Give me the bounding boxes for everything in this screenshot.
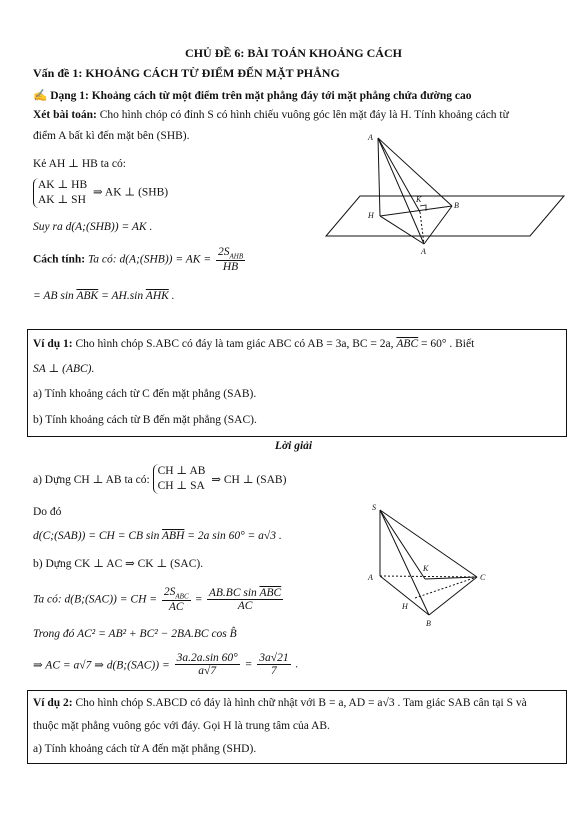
solution-a-sys-2: CH ⊥ SA <box>157 480 205 492</box>
fig1-label-h: H <box>368 211 374 220</box>
example-2-part-a: a) Tính khoảng cách từ A đến mặt phẳng (SHD). <box>33 743 257 755</box>
fig2-label-s: S <box>372 503 376 512</box>
final-end: . <box>295 658 299 671</box>
page-title: CHỦ ĐỀ 6: BÀI TOÁN KHOẢNG CÁCH <box>185 46 402 60</box>
system-result: ⇒ AK ⊥ (SHB) <box>93 186 169 199</box>
solution-a-angle: $\overline{ABH}$ <box>162 530 185 542</box>
solution-a-sys-1: CH ⊥ AB <box>157 465 206 477</box>
solution-a-eq-2: = 2a sin 60° = a√3 . <box>184 530 282 542</box>
form-heading-text: Dạng 1: Khoảng cách từ một điểm trên mặt phẳng đáy tới mặt phẳng chứa đường cao <box>50 90 472 102</box>
example-2-text-1: Cho hình chóp S.ABCD có đáy là hình chữ nhật với B = a, AD = a√3 . Tam giác SAB cân tại S và <box>72 697 527 709</box>
example-1-angle: $\overline{ABC}$ <box>396 338 419 350</box>
angle-ahk: $\overline{AHK}$ <box>145 290 169 302</box>
final-lhs: ⇒ AC = a√7 ⇒ d(B;(SAC)) = <box>33 659 170 672</box>
solution-heading: Lời giải <box>274 440 313 452</box>
example-1-part-a: a) Tính khoảng cách từ C đến mặt phẳng (SAB). <box>33 388 257 400</box>
fig2-label-h: H <box>402 602 408 611</box>
system-line-1: AK ⊥ HB <box>38 179 88 191</box>
fig1-label-k: K <box>416 195 422 204</box>
solution-b-formula: Ta có: d(B;(SAC)) = CH = $\frac{2S_{ABC}}{AC}$ = $\frac{AB.BC \sin \overline{ABC}}{AC}$ <box>33 586 282 614</box>
cach-tinh-lhs: Ta có: d(A;(SHB)) = AK = <box>87 253 212 266</box>
solution-a-eq-1: d(C;(SAB)) = CH = CB sin <box>33 530 163 542</box>
solution-a-line <box>33 464 286 494</box>
solution-b-intro: b) Dựng CK ⊥ AC ⇒ CK ⊥ (SAC). <box>33 558 204 570</box>
suy-ra-line: Suy ra d(A;(SHB)) = AK . <box>33 221 153 233</box>
trong-do-line: Trong đó AC² = AB² + BC² − 2BA.BC cos B̂ <box>33 628 237 640</box>
final-frac1-den: a√7 <box>198 665 217 677</box>
do-do-line: Do đó <box>33 506 62 518</box>
construction-text: Kẻ AH ⊥ HB ta có: <box>33 158 126 170</box>
example-2-line-1 <box>33 697 527 709</box>
solution-b-fraction-2 <box>207 587 283 612</box>
solution-a-result: ⇒ CH ⊥ (SAB) <box>211 474 287 486</box>
formula-part-c: . <box>168 290 175 302</box>
problem-label: Xét bài toán: <box>33 109 97 121</box>
b-frac1-num: 2S <box>163 586 176 598</box>
final-frac1-num: 3a.2a.sin 60° <box>176 652 238 664</box>
fig2-label-a: A <box>368 573 373 582</box>
example-1-line-1 <box>33 338 474 350</box>
formula-line <box>33 290 175 302</box>
fig1-label-b: B <box>454 201 459 210</box>
formula-part-b: = AH.sin <box>98 290 146 302</box>
solution-a-equation <box>33 530 282 542</box>
final-frac2-num: 3a√21 <box>259 652 289 664</box>
fig1-label-a-top: A <box>368 133 373 142</box>
example-1-text: Cho hình chóp S.ABC có đáy là tam giác ABC có AB = 3a, BC = 2a, <box>72 338 397 350</box>
final-line: ⇒ AC = a√7 ⇒ d(B;(SAC)) = $\frac{3a.2a.\sin 60^\circ}{a√7}$ = $\frac{3a√21}{7}$ . <box>33 652 299 677</box>
angle-abk: $\overline{ABK}$ <box>76 290 99 302</box>
pyramid-figure-1 <box>320 126 570 256</box>
fig2-label-b: B <box>426 619 431 628</box>
example-1-label: Ví dụ 1: <box>33 338 73 350</box>
pencil-icon: ✍ <box>33 90 48 102</box>
example-1-line-2: SA ⊥ (ABC). <box>33 363 95 375</box>
cach-tinh-fraction <box>216 246 245 273</box>
fig1-label-a-bottom: A <box>421 247 426 256</box>
system-brace <box>33 178 87 208</box>
frac-num: 2S <box>218 246 230 258</box>
b-frac1-sub: ABC <box>175 592 189 601</box>
problem-text-1: Cho hình chóp có đỉnh S có hình chiếu vuông góc lên mặt đáy là H. Tính khoảng cách từ <box>96 109 509 121</box>
cach-tinh-line <box>33 246 247 273</box>
system-1 <box>33 178 168 208</box>
example-2-label: Ví dụ 2: <box>33 697 73 709</box>
frac-den: HB <box>222 261 239 274</box>
solution-a-intro: a) Dựng CH ⊥ AB ta có: <box>33 474 150 486</box>
problem-line-1 <box>33 109 509 121</box>
form-heading <box>33 88 471 102</box>
problem-line-2: điểm A bất kì đến mặt bên (SHB). <box>33 130 190 142</box>
b-frac2-angle: $\overline{ABC}$ <box>259 587 282 600</box>
pyramid-figure-2 <box>358 500 498 632</box>
solution-a-system <box>153 464 206 494</box>
fig2-label-k: K <box>423 564 429 573</box>
system-line-2: AK ⊥ SH <box>38 194 86 206</box>
final-fraction-2 <box>257 652 290 677</box>
fig2-label-c: C <box>480 573 486 582</box>
frac-sub: AHB <box>229 252 244 261</box>
cach-tinh-label: Cách tính: <box>33 253 86 266</box>
topic-heading: Vấn đề 1: KHOẢNG CÁCH TỪ ĐIỂM ĐẾN MẶT PHẲNG <box>33 66 340 80</box>
example-1-text-end: = 60° . Biết <box>418 338 475 350</box>
formula-part-a: = AB sin <box>33 290 77 302</box>
solution-b-lhs: Ta có: d(B;(SAC)) = CH = <box>33 593 158 606</box>
b-frac1-den: AC <box>168 601 184 614</box>
example-1-part-b: b) Tính khoảng cách từ B đến mặt phẳng (SAC). <box>33 414 257 426</box>
final-frac2-den: 7 <box>271 665 277 677</box>
example-2-line-2: thuộc mặt phẳng vuông góc với đáy. Gọi H là trung tâm của AB. <box>33 720 330 732</box>
b-frac2-num: AB.BC sin <box>208 587 260 600</box>
final-fraction-1 <box>175 652 240 677</box>
b-frac2-den: AC <box>237 600 253 613</box>
solution-b-fraction-1 <box>162 586 191 613</box>
